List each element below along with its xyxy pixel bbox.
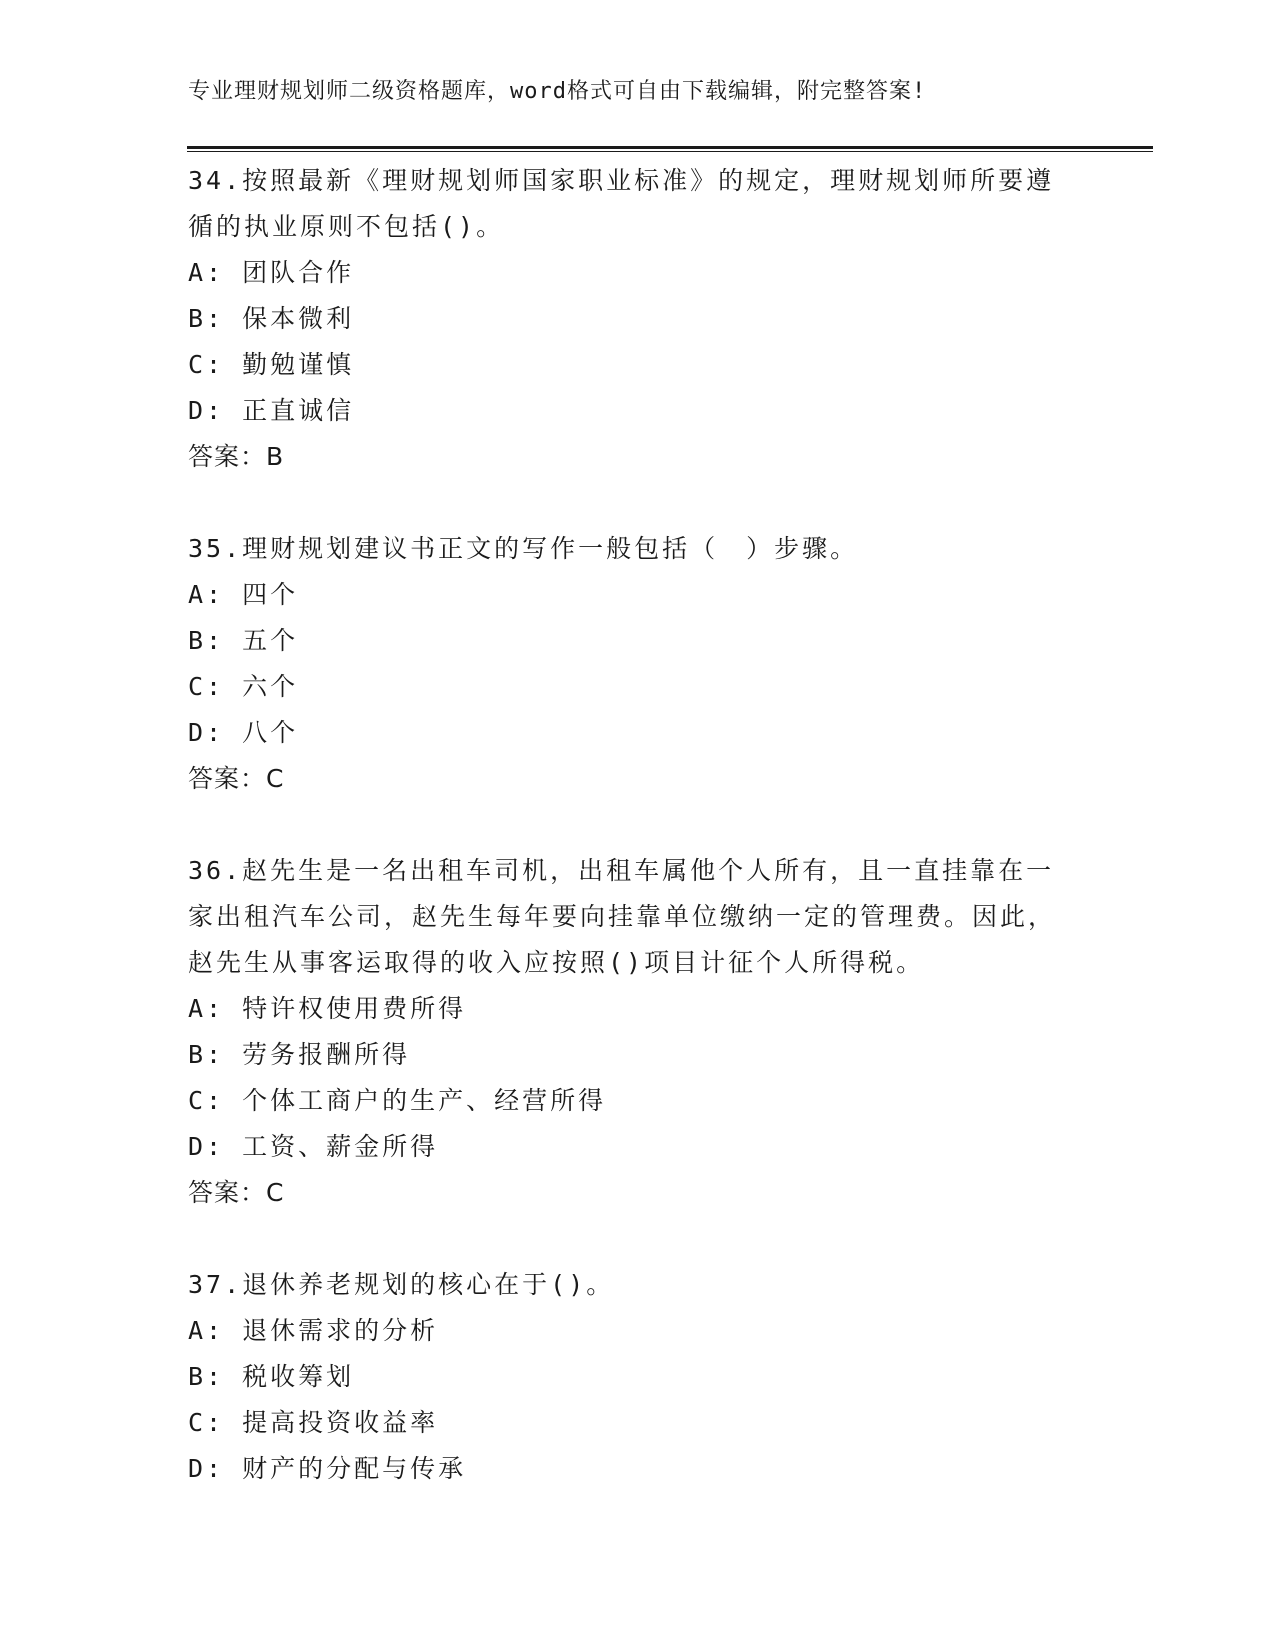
page-header-text: 专业理财规划师二级资格题库，word格式可自由下载编辑，附完整答案! [188, 79, 927, 104]
question-37 [188, 1262, 1088, 1492]
option-d: D: 八个 [188, 718, 299, 747]
option-d: D: 正直诚信 [188, 396, 355, 425]
question-stem: 34.按照最新《理财规划师国家职业标准》的规定，理财规划师所要遵循的执业原则不包括()。 [188, 166, 1055, 241]
answer-line: 答案：C [188, 764, 285, 793]
question-stem: 37.退休养老规划的核心在于()。 [188, 1270, 615, 1299]
question-34 [188, 158, 1088, 480]
header-divider [187, 146, 1153, 152]
option-c: C: 提高投资收益率 [188, 1408, 439, 1437]
option-a: A: 特许权使用费所得 [188, 994, 467, 1023]
question-stem: 36.赵先生是一名出租车司机，出租车属他个人所有，且一直挂靠在一家出租汽车公司，赵先生每年要向挂靠单位缴纳一定的管理费。因此，赵先生从事客运取得的收入应按照()项目计征个人所得税。 [188, 856, 1057, 977]
option-d: D: 财产的分配与传承 [188, 1454, 467, 1483]
option-c: C: 勤勉谨慎 [188, 350, 355, 379]
option-b: B: 五个 [188, 626, 299, 655]
option-b: B: 保本微利 [188, 304, 355, 333]
option-c: C: 六个 [188, 672, 299, 701]
question-stem: 35.理财规划建议书正文的写作一般包括（ ）步骤。 [188, 534, 859, 563]
question-36 [188, 848, 1088, 1216]
option-c: C: 个体工商户的生产、经营所得 [188, 1086, 607, 1115]
answer-line: 答案：C [188, 1178, 285, 1207]
option-b: B: 税收筹划 [188, 1362, 355, 1391]
option-b: B: 劳务报酬所得 [188, 1040, 411, 1069]
option-a: A: 退休需求的分析 [188, 1316, 439, 1345]
question-list [188, 158, 1088, 1538]
option-d: D: 工资、薪金所得 [188, 1132, 439, 1161]
question-35 [188, 526, 1088, 802]
option-a: A: 团队合作 [188, 258, 355, 287]
answer-line: 答案：B [188, 442, 285, 471]
option-a: A: 四个 [188, 580, 299, 609]
